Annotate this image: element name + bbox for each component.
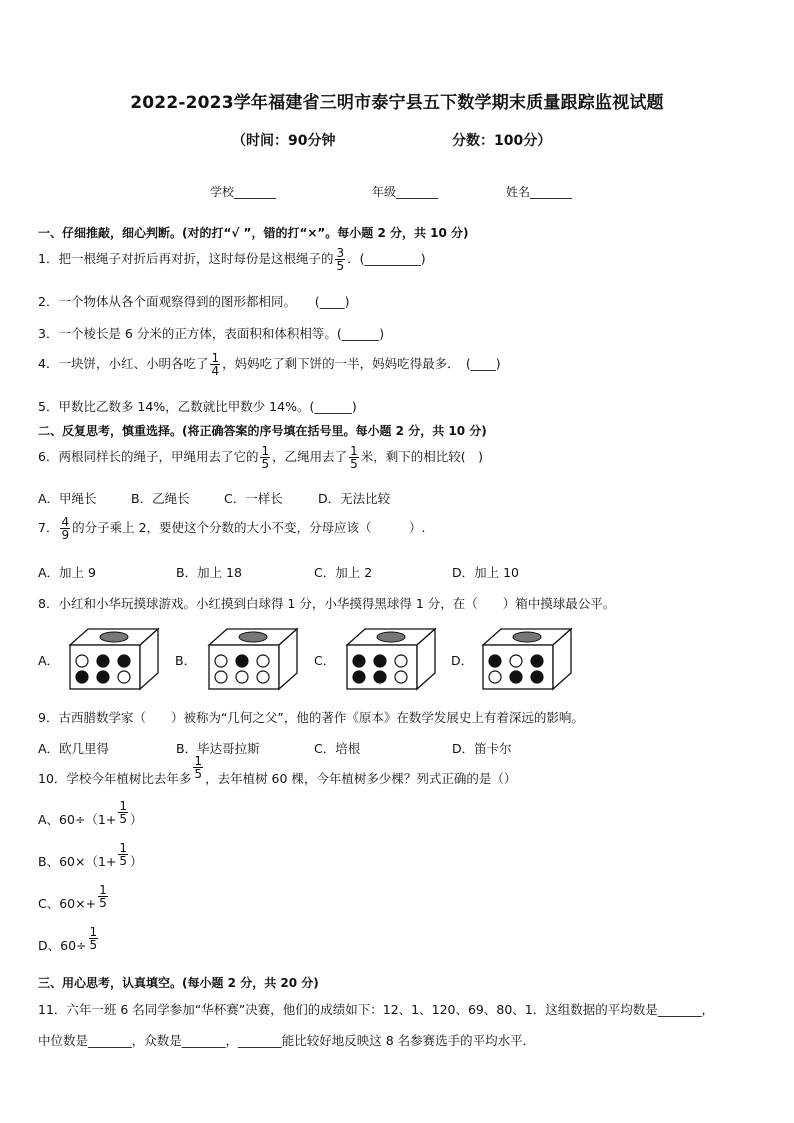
name-field: 姓名_______: [506, 185, 573, 199]
black-ball: [353, 671, 365, 683]
black-ball: [374, 655, 386, 667]
white-ball: [489, 671, 501, 683]
option-a: A．欧几里得: [38, 741, 110, 756]
fraction: $\frac{1}{5}$: [350, 444, 358, 471]
option-d: D．无法比较: [318, 491, 391, 506]
white-ball: [236, 671, 248, 683]
fraction: $\frac{1}{5}$: [194, 754, 203, 781]
fraction: $\frac{1}{5}$: [99, 883, 107, 910]
q10-option-d: D、60÷ $\frac{1}{5}$: [38, 925, 98, 953]
question-9: 9．古西腊数学家（ ）被称为“几何之父”，他的著作《原本》在数学发展史上有着深远的影响。: [38, 710, 584, 725]
black-ball: [236, 655, 248, 667]
white-ball: [510, 655, 522, 667]
question-1-text: 1．把一根绳子对折后再对折，这时每份是这根绳子的: [38, 251, 334, 266]
question-8: 8．小红和小华玩摸球游戏。小红摸到白球得 1 分，小华摸得黑球得 1 分，在（ ）箱中摸球最公平。: [38, 596, 616, 611]
question-7: [38, 516, 426, 541]
q10-option-c: C、60×+ $\frac{1}{5}$: [38, 883, 107, 911]
white-ball: [215, 655, 227, 667]
box-label-b: B．: [175, 653, 197, 668]
ball-box-a: [66, 627, 162, 691]
option-d: D．加上 10: [452, 565, 520, 580]
white-ball: [118, 671, 130, 683]
black-ball: [489, 655, 501, 667]
question-10-tail: ，去年植树 60 棵，今年植树多少棵？列式正确的是（）: [205, 771, 517, 786]
q10-option-b: B、60×（1+ $\frac{1}{5}$ ）: [38, 841, 143, 869]
question-6-mid: ，乙绳用去了: [272, 449, 348, 464]
box-opening: [100, 632, 128, 642]
option-b: B．加上 18: [176, 565, 242, 580]
white-ball: [395, 671, 407, 683]
question-10: [38, 754, 517, 792]
box-opening: [377, 632, 405, 642]
question-11-line-2: 中位数是_______，众数是_______，_______能比较好地反映这 8 名参赛选手的平均水平．: [38, 1033, 536, 1048]
school-field: 学校_______: [210, 185, 277, 199]
white-ball: [257, 671, 269, 683]
section-2-heading: 二、反复思考，慎重选择。(将正确答案的序号填在括号里。每小题 2 分，共 10 分): [38, 424, 487, 438]
black-ball: [531, 671, 543, 683]
total-score: 分数：100分）: [452, 133, 552, 149]
question-10-text: 10．学校今年植树比去年多: [38, 771, 192, 786]
white-ball: [76, 655, 88, 667]
ball-box-d: [479, 627, 575, 691]
question-7-num: 7．: [38, 520, 59, 535]
option-b: B．毕达哥拉斯: [176, 741, 260, 756]
fraction: $\frac{1}{5}$: [119, 841, 128, 868]
question-3: 3．一个棱长是 6 分米的正方体，表面积和体积相等。(______): [38, 326, 385, 341]
question-6-text: 6．两根同样长的绳子，甲绳用去了它的: [38, 449, 259, 464]
page-title: 2022-2023学年福建省三明市泰宁县五下数学期末质量跟踪监视试题: [130, 93, 664, 113]
ball-box-c: [343, 627, 439, 691]
option-c: C．一样长: [224, 491, 283, 506]
black-ball: [374, 671, 386, 683]
question-4-text: 4．一块饼，小红、小明各吃了: [38, 356, 209, 371]
option-d: D．笛卡尔: [452, 741, 512, 756]
white-ball: [215, 671, 227, 683]
black-ball: [353, 655, 365, 667]
option-a: A．加上 9: [38, 565, 96, 580]
box-opening: [239, 632, 267, 642]
fraction: $\frac{3}{5}$: [336, 246, 345, 273]
question-4-tail: ，妈妈吃了剩下饼的一半，妈妈吃得最多． (____): [222, 356, 501, 371]
q10-option-a: A、60÷（1+ $\frac{1}{5}$ ）: [38, 799, 143, 827]
question-5: 5．甲数比乙数多 14%，乙数就比甲数少 14%。(______): [38, 399, 357, 414]
black-ball: [97, 655, 109, 667]
question-4: [38, 352, 501, 377]
ball-box-b: [205, 627, 301, 691]
fraction: $\frac{1}{5}$: [261, 444, 270, 471]
box-label-a: A．: [38, 653, 60, 668]
white-ball: [257, 655, 269, 667]
question-2: 2．一个物体从各个面观察得到的图形都相同。 (____): [38, 294, 350, 309]
question-11-line-1: 11．六年一班 6 名同学参加“华杯赛”决赛，他们的成绩如下：12、1、120、69、80、1．这组数据的平均数是_______，: [38, 1002, 714, 1017]
fraction: $\frac{1}{4}$: [211, 351, 220, 378]
fraction: $\frac{4}{9}$: [61, 515, 70, 542]
question-6: [38, 445, 483, 470]
option-b: B．乙绳长: [131, 491, 190, 506]
question-1-blank: ．(_________): [347, 251, 426, 266]
black-ball: [76, 671, 88, 683]
white-ball: [395, 655, 407, 667]
grade-field: 年级_______: [372, 185, 439, 199]
black-ball: [531, 655, 543, 667]
black-ball: [118, 655, 130, 667]
option-a: A．甲绳长: [38, 491, 97, 506]
question-1: [38, 247, 426, 272]
box-label-c: C．: [314, 653, 336, 668]
time-limit: （时间：90分钟: [232, 133, 336, 149]
question-6-tail: 米，剩下的相比较( ): [360, 449, 484, 464]
question-7-text: 的分子乘上 2，要使这个分数的大小不变，分母应该（ ）.: [72, 520, 426, 535]
box-opening: [513, 632, 541, 642]
fraction: $\frac{1}{5}$: [119, 799, 127, 826]
black-ball: [97, 671, 109, 683]
section-3-heading: 三、用心思考，认真填空。(每小题 2 分，共 20 分): [38, 976, 319, 990]
option-c: C．培根: [314, 741, 361, 756]
box-label-d: D．: [451, 653, 474, 668]
section-1-heading: 一、仔细推敲，细心判断。(对的打“√ ”，错的打“×”。每小题 2 分，共 10 分): [38, 226, 469, 240]
option-c: C．加上 2: [314, 565, 373, 580]
black-ball: [510, 671, 522, 683]
fraction: $\frac{1}{5}$: [89, 925, 98, 952]
